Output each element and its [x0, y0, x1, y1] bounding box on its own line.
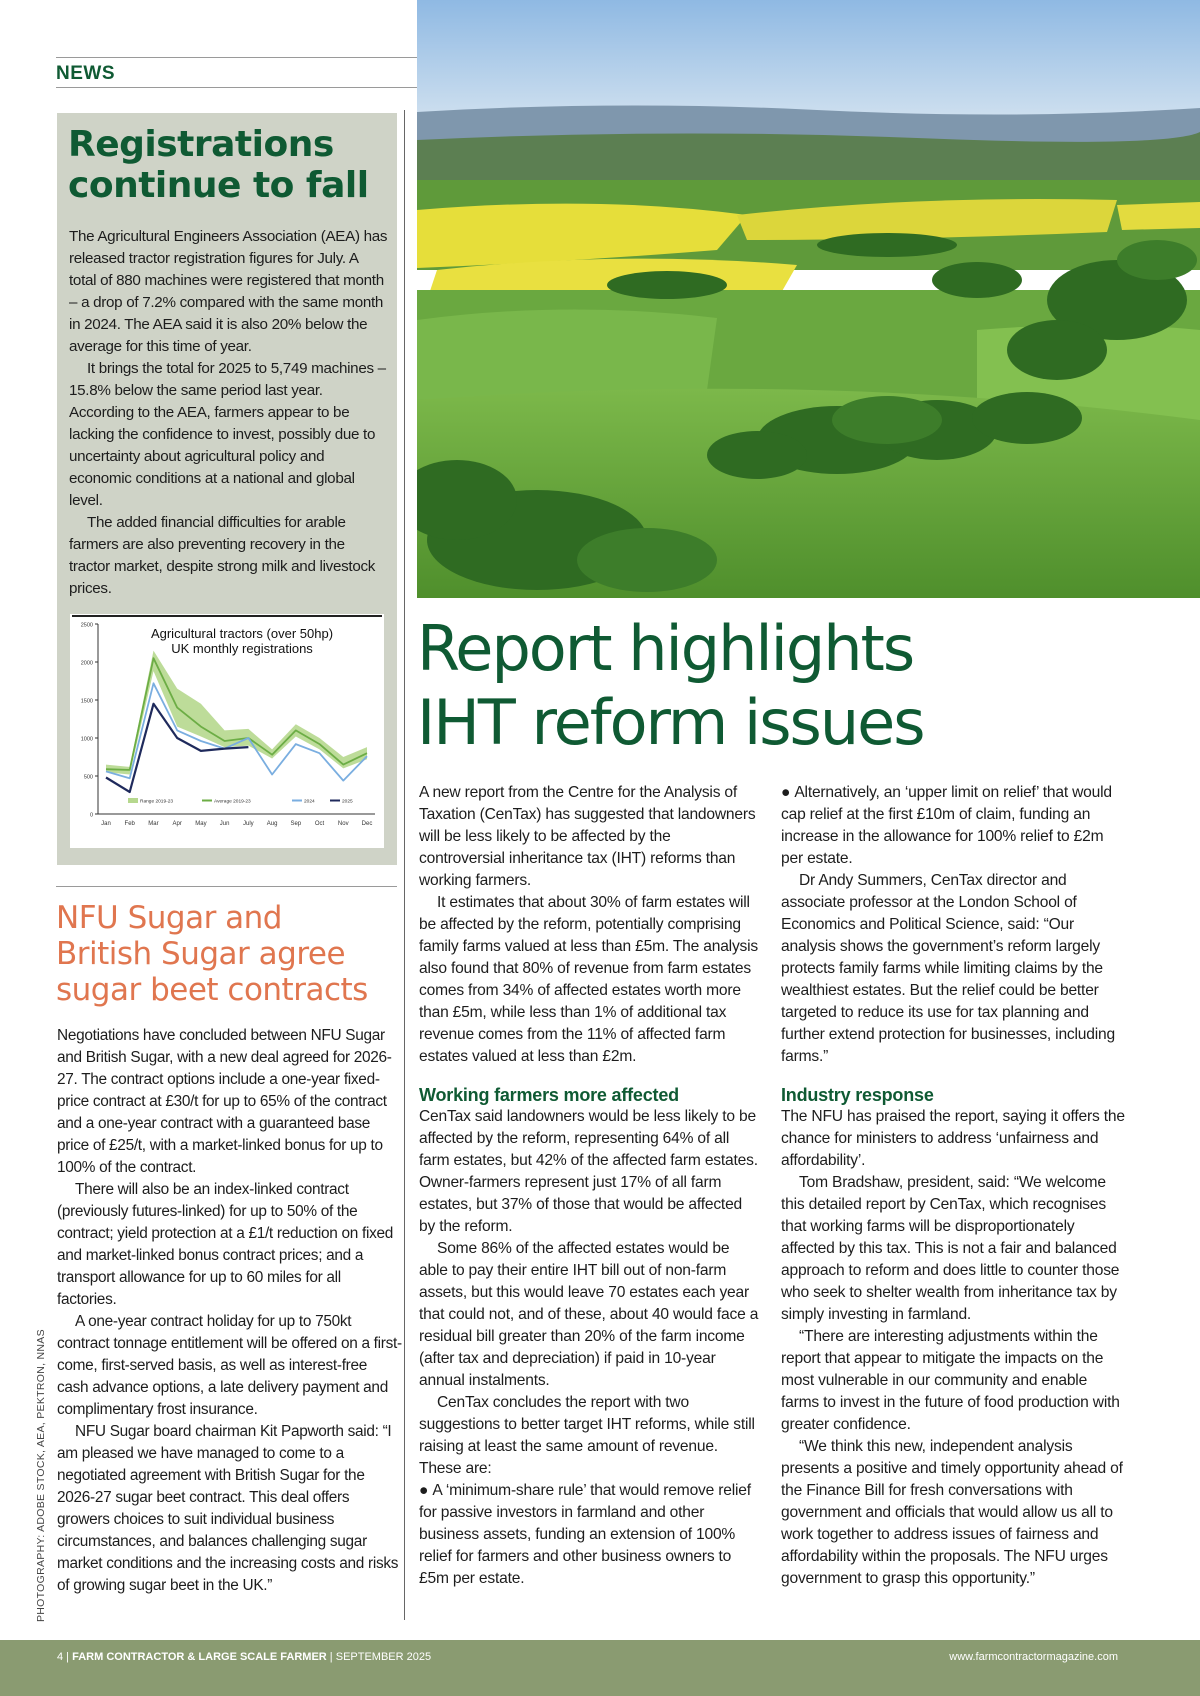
- article-paragraph: The NFU has praised the report, saying it offers the chance for ministers to address ‘unfairness and affordability’.: [781, 1108, 1125, 1169]
- article-column-right: [781, 782, 1127, 1590]
- article-paragraph: It estimates that about 30% of farm estates will be affected by the reform, potentially comprising family farms valued at less than £5m. The analysis also found that 80% of revenue from farm estates comes from 34% of affected estates worth more than £5m, while less than 1% of additional tax revenue comes from the 11% of affected farm estates valued at less than £2m.: [419, 894, 758, 1065]
- sidebar-title-line1: Registrations: [68, 124, 334, 165]
- column-divider: [404, 110, 405, 1620]
- page-number: 4: [57, 1651, 64, 1663]
- article-paragraph: CenTax concludes the report with two suggestions to better target IHT reforms, while still raising at least the same amount of revenue. These are:: [419, 1394, 755, 1477]
- chart-legend-label: Range 2019-23: [140, 799, 174, 805]
- landscape-image: [417, 0, 1200, 598]
- chart-y-tick-label: 1000: [80, 736, 93, 743]
- nfu-headline: [56, 900, 406, 1008]
- chart-x-tick-label: Jan: [101, 821, 111, 827]
- issue-date: SEPTEMBER 2025: [335, 1651, 432, 1663]
- chart-legend-label: 2025: [342, 799, 353, 805]
- sidebar-title-line2: continue to fall: [68, 165, 369, 206]
- article-paragraph: Dr Andy Summers, CenTax director and associate professor at the London School of Economics and Political Science, said: “Our analysis shows the government’s reform largely protects family farms while limiting claims by the wealthiest estates. But the relief could be better targeted to reduce its use for tax planning and further extend protection for businesses, including farms.”: [781, 872, 1115, 1065]
- nfu-paragraph: There will also be an index-linked contract (previously futures-linked) for up to 50% of the contract; yield protection at a £1/t reduction on fixed and market-linked bonus contract prices; and a transport allowance for up to 60 miles for all factories.: [57, 1181, 393, 1308]
- chart-legend-label: 2024: [304, 799, 315, 805]
- sidebar-title: [68, 124, 393, 206]
- article-paragraph: Tom Bradshaw, president, said: “We welcome this detailed report by CenTax, which recognises that working farms will be disproportionately affected by this tax. This is not a fair and balanced approach to reform and does little to counter those who seek to shelter wealth from inheritance tax by simply investing in farmland.: [781, 1174, 1120, 1323]
- chart-x-tick-label: Apr: [172, 821, 182, 827]
- sidebar-paragraph: The Agricultural Engineers Association (AEA) has released tractor registration figures for July. A total of 880 machines were registered that month – a drop of 7.2% compared with the same month in 2024. The AEA said it is also 20% below the average for this time of year.: [69, 228, 388, 355]
- nfu-section-rule: [56, 886, 397, 887]
- website-link[interactable]: www.farmcontractormagazine.com: [949, 1651, 1118, 1663]
- nfu-paragraph: Negotiations have concluded between NFU Sugar and British Sugar, with a new deal agreed for 2026-27. The contract options include a one-year fixed-price contract at £30/t for up to 65% of the contract and a one-year contract with a guaranteed base price of £25/t, with a market-linked bonus for up to 100% of the contract.: [57, 1027, 392, 1176]
- bullet-minimum-share-rule: ● A ‘minimum-share rule’ that would remove relief for passive investors in farmland and other business assets, funding an extension of 100% relief for farmers and other business owners to £5m per estate.: [419, 1480, 759, 1590]
- chart-svg: [70, 614, 384, 848]
- footer-separator: |: [63, 1651, 73, 1663]
- chart-x-tick-label: Jun: [219, 821, 230, 827]
- chart-x-tick-label: Sep: [290, 821, 302, 827]
- chart-legend-label: Average 2019-23: [214, 799, 251, 805]
- chart-x-tick-label: Nov: [337, 821, 349, 827]
- chart-x-tick-label: Aug: [266, 821, 278, 827]
- chart-x-tick-label: Mar: [148, 821, 159, 827]
- chart-x-tick-label: Feb: [124, 821, 135, 827]
- chart-y-tick-label: 0: [89, 812, 93, 819]
- countryside-photo: [417, 0, 1200, 598]
- photo-credit: PHOTOGRAPHY: ADOBE STOCK, AEA, PEKTRON, NNAS: [35, 1329, 47, 1622]
- nfu-paragraph: NFU Sugar board chairman Kit Papworth said: “I am pleased we have managed to come to a negotiated agreement with British Sugar for the 2026-27 sugar beet contract. This deal offers growers choices to suit individual business circumstances, and balances challenging sugar market conditions and the increasing costs and risks of growing sugar beet in the UK.”: [57, 1423, 399, 1594]
- nfu-headline-line3: sugar beet contracts: [56, 972, 368, 1008]
- chart-title-line1: Agricultural tractors (over 50hp): [150, 626, 334, 641]
- header-rule-top: [56, 57, 417, 58]
- subheading-industry-response: Industry response: [781, 1085, 934, 1105]
- magazine-name: FARM CONTRACTOR & LARGE SCALE FARMER: [72, 1651, 327, 1663]
- main-headline-line1: Report highlights: [417, 612, 914, 685]
- chart-x-tick-label: Dec: [361, 821, 373, 827]
- article-paragraph: “There are interesting adjustments within the report that appear to mitigate the impacts on the most vulnerable in our community and enable farms to invest in the future of food production with greater confidence.: [781, 1328, 1120, 1433]
- article-paragraph: CenTax said landowners would be less likely to be affected by the reform, representing 64% of all farm estates, but 42% of the affected farm estates. Owner-farmers represent just 17% of all farm estates, but 37% of those that would be affected by the reform.: [419, 1108, 758, 1235]
- article-column-left: [419, 782, 759, 1590]
- article-paragraph: Some 86% of the affected estates would be able to pay their entire IHT bill out of non-farm assets, but this would leave 70 estates each year that could not, and of these, about 40 would face a residual bill greater than 20% of the farm income (after tax and depreciation) if paid in 10-year annual instalments.: [419, 1240, 759, 1389]
- chart-range-band: [106, 651, 367, 775]
- chart-y-tick-label: 500: [83, 774, 93, 781]
- nfu-article-body: [57, 1025, 402, 1597]
- chart-x-tick-label: May: [195, 821, 207, 827]
- registrations-chart: [70, 614, 384, 848]
- footer-folio: [57, 1651, 431, 1663]
- section-label: NEWS: [56, 63, 115, 84]
- bullet-upper-limit: ● Alternatively, an ‘upper limit on relief’ that would cap relief at the first £10m of claim, funding an increase in the allowance for 100% relief to £2m per estate.: [781, 782, 1127, 870]
- header-rule-bottom: [56, 87, 417, 88]
- sidebar-paragraph: The added financial difficulties for arable farmers are also preventing recovery in the tractor market, despite strong milk and livestock prices.: [69, 514, 376, 597]
- chart-y-tick-label: 1500: [80, 698, 93, 705]
- nfu-headline-line2: British Sugar agree: [56, 936, 346, 972]
- sidebar-paragraph: It brings the total for 2025 to 5,749 machines – 15.8% below the same period last year. According to the AEA, farmers appear to be lacking the confidence to invest, possibly due to uncertainty about agricultural policy and economic conditions at a national and global level.: [69, 360, 386, 509]
- article-paragraph: “We think this new, independent analysis presents a positive and timely opportunity ahead of the Finance Bill for fresh conversations with government and officials that would allow us all to work together to address issues of fairness and affordability within the proposals. The NFU urges government to grasp this opportunity.”: [781, 1438, 1123, 1587]
- main-headline: [417, 612, 1197, 760]
- chart-legend-swatch: [128, 798, 138, 803]
- sidebar-article-body: [69, 226, 389, 600]
- nfu-paragraph: A one-year contract holiday for up to 750kt contract tonnage entitlement will be offered on a first-come, first-served basis, as well as interest-free cash advance options, a late delivery payment and complimentary frost insurance.: [57, 1313, 402, 1418]
- footer-separator: |: [326, 1651, 336, 1663]
- chart-y-tick-label: 2500: [80, 622, 93, 629]
- nfu-headline-line1: NFU Sugar and: [56, 900, 282, 936]
- chart-y-tick-label: 2000: [80, 660, 93, 667]
- subheading-working-farmers: Working farmers more affected: [419, 1085, 679, 1105]
- chart-title-line2: UK monthly registrations: [171, 641, 313, 656]
- page-footer: [0, 1640, 1200, 1696]
- article-paragraph: A new report from the Centre for the Analysis of Taxation (CenTax) has suggested that landowners will be less likely to be affected by the controversial inheritance tax (IHT) reforms than working farmers.: [419, 784, 756, 889]
- main-headline-line2: IHT reform issues: [417, 686, 924, 759]
- chart-x-tick-label: Oct: [314, 821, 325, 827]
- chart-x-tick-label: July: [243, 821, 254, 827]
